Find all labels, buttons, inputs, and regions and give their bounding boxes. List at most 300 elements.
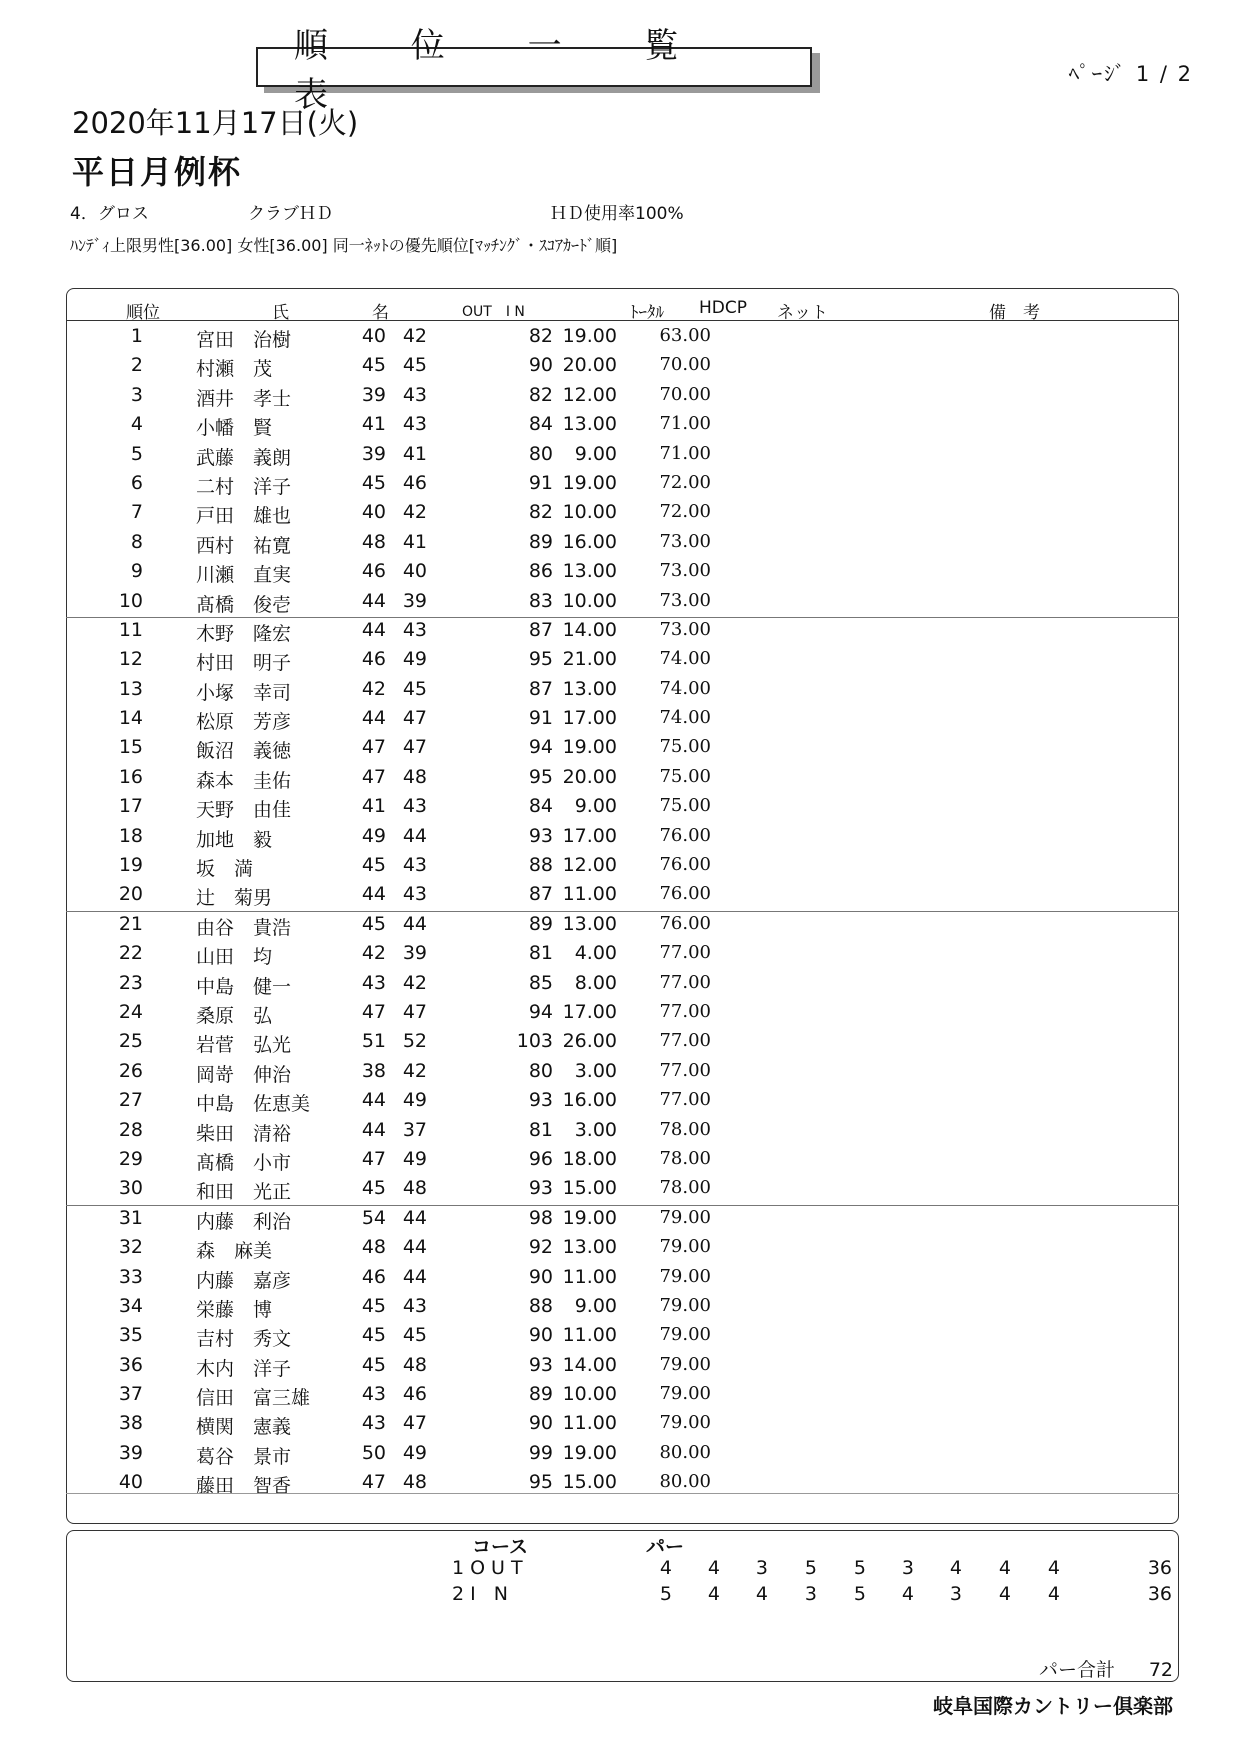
cell-name: 松原 芳彦	[196, 711, 292, 734]
cell-rank: 29	[118, 1147, 143, 1170]
club-name: 岐阜国際カントリー倶楽部	[933, 1694, 1173, 1718]
cell-total: 87	[528, 618, 553, 641]
cell-in: 49	[402, 1441, 427, 1464]
hole-par: 5	[804, 1557, 817, 1579]
cell-rank: 23	[118, 971, 143, 994]
cell-net: 76.00	[659, 824, 711, 846]
cell-net: 78.00	[659, 1118, 711, 1140]
table-row	[66, 969, 1179, 998]
cell-in: 44	[402, 1265, 427, 1288]
cell-name: 栄藤 博	[196, 1298, 273, 1321]
cell-total: 88	[528, 854, 553, 877]
course-name: 2I N	[452, 1583, 514, 1605]
cell-out: 48	[361, 1236, 386, 1259]
cell-out: 48	[361, 530, 386, 553]
cell-hdcp: 13.00	[562, 413, 617, 436]
cell-name: 西村 祐寛	[196, 534, 292, 557]
cell-in: 43	[402, 883, 427, 906]
hole-par: 5	[853, 1557, 866, 1579]
cell-rank: 22	[118, 942, 143, 965]
cell-total: 88	[528, 1294, 553, 1317]
cell-out: 47	[361, 736, 386, 759]
cell-total: 95	[528, 1471, 553, 1494]
table-row	[66, 1174, 1179, 1203]
cell-name: 木野 隆宏	[196, 622, 292, 645]
cell-total: 89	[528, 912, 553, 935]
page-indicator: ﾍﾟｰｼﾞ 1 / 2	[1068, 62, 1193, 86]
cell-hdcp: 9.00	[574, 442, 617, 465]
cell-total: 91	[528, 471, 553, 494]
cell-total: 89	[528, 1383, 553, 1406]
cell-rank: 15	[118, 736, 143, 759]
cell-name: 山田 均	[196, 946, 273, 969]
cell-net: 73.00	[659, 589, 711, 611]
cell-out: 45	[361, 1353, 386, 1376]
cell-total: 96	[528, 1147, 553, 1170]
event-date: 2020年11月17日(火)	[72, 106, 359, 140]
cell-rank: 26	[118, 1059, 143, 1082]
cell-rank: 13	[118, 677, 143, 700]
cell-out: 46	[361, 560, 386, 583]
cell-rank: 5	[130, 442, 143, 465]
cell-hdcp: 19.00	[562, 736, 617, 759]
table-row	[66, 939, 1179, 968]
hole-par: 4	[707, 1557, 720, 1579]
cell-name: 和田 光正	[196, 1181, 292, 1204]
cell-out: 41	[361, 413, 386, 436]
cell-rank: 37	[118, 1383, 143, 1406]
cell-total: 90	[528, 1265, 553, 1288]
cell-in: 43	[402, 1294, 427, 1317]
cell-in: 43	[402, 854, 427, 877]
cell-name: 横関 憲義	[196, 1416, 292, 1439]
cell-total: 84	[528, 795, 553, 818]
cell-rank: 11	[118, 618, 143, 641]
cell-net: 79.00	[659, 1236, 711, 1258]
course-label: コース	[472, 1536, 529, 1558]
cell-in: 42	[402, 325, 427, 347]
cell-rank: 24	[118, 1000, 143, 1023]
cell-total: 87	[528, 883, 553, 906]
cell-net: 71.00	[659, 442, 711, 464]
cell-hdcp: 4.00	[574, 942, 617, 965]
table-row	[66, 1086, 1179, 1115]
cell-total: 80	[528, 442, 553, 465]
cell-hdcp: 12.00	[562, 854, 617, 877]
cell-hdcp: 11.00	[562, 1324, 617, 1347]
cell-name: 武藤 義朗	[196, 446, 292, 469]
cell-total: 81	[528, 942, 553, 965]
cell-total: 92	[528, 1236, 553, 1259]
hole-par: 3	[755, 1557, 768, 1579]
course-par-frame	[66, 1530, 1179, 1682]
cell-net: 74.00	[659, 707, 711, 729]
cell-in: 44	[402, 912, 427, 935]
cell-rank: 35	[118, 1324, 143, 1347]
cell-name: 村瀬 茂	[196, 358, 273, 381]
results-bottom-rule	[66, 1493, 1179, 1494]
table-row	[66, 410, 1179, 439]
cell-rank: 16	[118, 765, 143, 788]
cell-rank: 3	[130, 383, 143, 406]
cell-net: 70.00	[659, 383, 711, 405]
table-row	[66, 1351, 1179, 1380]
cell-rank: 30	[118, 1177, 143, 1200]
cell-name: 二村 洋子	[196, 475, 292, 498]
cell-out: 44	[361, 883, 386, 906]
cell-hdcp: 19.00	[562, 325, 617, 347]
cell-total: 94	[528, 736, 553, 759]
cell-total: 82	[528, 325, 553, 347]
format-hd-type: クラブＨＤ	[248, 204, 333, 224]
cell-name: 岡嵜 伸治	[196, 1063, 292, 1086]
cell-hdcp: 12.00	[562, 383, 617, 406]
cell-hdcp: 26.00	[562, 1030, 617, 1053]
cell-hdcp: 16.00	[562, 530, 617, 553]
cell-out: 45	[361, 854, 386, 877]
cell-net: 79.00	[659, 1206, 711, 1228]
cell-net: 77.00	[659, 1030, 711, 1052]
cell-hdcp: 17.00	[562, 824, 617, 847]
hole-par: 4	[755, 1583, 768, 1605]
cell-net: 79.00	[659, 1324, 711, 1346]
table-row	[66, 616, 1179, 645]
cell-rank: 20	[118, 883, 143, 906]
cell-rank: 31	[118, 1206, 143, 1229]
column-header-out-in: OUT I N	[462, 304, 525, 320]
table-row	[66, 880, 1179, 909]
cell-in: 44	[402, 1236, 427, 1259]
column-header-remarks: 備 考	[989, 303, 1040, 323]
cell-name: 小塚 幸司	[196, 681, 292, 704]
cell-net: 73.00	[659, 560, 711, 582]
table-row	[66, 322, 1179, 351]
cell-total: 103	[516, 1030, 553, 1053]
cell-rank: 27	[118, 1089, 143, 1112]
cell-rank: 40	[118, 1471, 143, 1494]
cell-in: 37	[402, 1118, 427, 1141]
table-row	[66, 1057, 1179, 1086]
table-row	[66, 1439, 1179, 1468]
cell-net: 77.00	[659, 1000, 711, 1022]
cell-hdcp: 16.00	[562, 1089, 617, 1112]
cell-net: 71.00	[659, 413, 711, 435]
cell-in: 41	[402, 442, 427, 465]
cell-total: 83	[528, 589, 553, 612]
cell-out: 39	[361, 383, 386, 406]
cell-rank: 12	[118, 648, 143, 671]
cell-in: 49	[402, 1089, 427, 1112]
cell-out: 45	[361, 471, 386, 494]
hole-par: 4	[659, 1557, 672, 1579]
cell-out: 44	[361, 1118, 386, 1141]
cell-hdcp: 9.00	[574, 795, 617, 818]
hole-par: 4	[998, 1583, 1011, 1605]
cell-name: 葛谷 景市	[196, 1445, 292, 1468]
table-row	[66, 528, 1179, 557]
handicap-conditions: ﾊﾝﾃﾞｨ上限男性[36.00] 女性[36.00] 同一ﾈｯﾄの優先順位[ﾏｯﾁﾝｸﾞ・ｽｺｱｶｰﾄﾞ順]	[70, 236, 618, 255]
cell-in: 48	[402, 765, 427, 788]
cell-name: 戸田 雄也	[196, 505, 292, 528]
cell-net: 72.00	[659, 471, 711, 493]
cell-hdcp: 17.00	[562, 1000, 617, 1023]
cell-in: 45	[402, 354, 427, 377]
cell-in: 49	[402, 1147, 427, 1170]
cell-total: 93	[528, 1089, 553, 1112]
cell-name: 内藤 嘉彦	[196, 1269, 292, 1292]
cell-rank: 8	[130, 530, 143, 553]
cell-in: 48	[402, 1353, 427, 1376]
cell-total: 80	[528, 1059, 553, 1082]
cell-in: 48	[402, 1177, 427, 1200]
cell-out: 46	[361, 1265, 386, 1288]
cell-total: 90	[528, 354, 553, 377]
cell-net: 78.00	[659, 1147, 711, 1169]
cell-out: 38	[361, 1059, 386, 1082]
cell-total: 90	[528, 1324, 553, 1347]
cell-net: 72.00	[659, 501, 711, 523]
cell-net: 79.00	[659, 1353, 711, 1375]
cell-total: 93	[528, 1177, 553, 1200]
cell-out: 45	[361, 1294, 386, 1317]
cell-hdcp: 10.00	[562, 589, 617, 612]
table-row	[66, 733, 1179, 762]
cell-total: 85	[528, 971, 553, 994]
cell-total: 99	[528, 1441, 553, 1464]
cell-out: 44	[361, 618, 386, 641]
cell-out: 40	[361, 325, 386, 347]
cell-name: 中島 健一	[196, 975, 292, 998]
hole-par: 3	[901, 1557, 914, 1579]
cell-net: 77.00	[659, 1059, 711, 1081]
cell-hdcp: 11.00	[562, 1412, 617, 1435]
table-row	[66, 822, 1179, 851]
cell-net: 75.00	[659, 795, 711, 817]
cell-hdcp: 9.00	[574, 1294, 617, 1317]
cell-name: 酒井 孝士	[196, 387, 292, 410]
cell-net: 77.00	[659, 942, 711, 964]
hole-par: 4	[998, 1557, 1011, 1579]
cell-rank: 2	[130, 354, 143, 377]
cell-net: 76.00	[659, 854, 711, 876]
cell-in: 52	[402, 1030, 427, 1053]
table-row	[66, 910, 1179, 939]
cell-name: 信田 富三雄	[196, 1387, 311, 1410]
table-row	[66, 704, 1179, 733]
cell-total: 93	[528, 824, 553, 847]
cell-in: 47	[402, 707, 427, 730]
cell-hdcp: 13.00	[562, 1236, 617, 1259]
cell-total: 84	[528, 413, 553, 436]
cell-hdcp: 15.00	[562, 1471, 617, 1494]
cell-out: 40	[361, 501, 386, 524]
cell-hdcp: 15.00	[562, 1177, 617, 1200]
cell-out: 45	[361, 912, 386, 935]
cell-hdcp: 11.00	[562, 1265, 617, 1288]
cell-hdcp: 10.00	[562, 501, 617, 524]
cell-out: 45	[361, 354, 386, 377]
cell-out: 54	[361, 1206, 386, 1229]
header-rule	[66, 320, 1179, 321]
table-row	[66, 498, 1179, 527]
cell-total: 87	[528, 677, 553, 700]
cell-rank: 4	[130, 413, 143, 436]
cell-net: 74.00	[659, 677, 711, 699]
cell-out: 47	[361, 1147, 386, 1170]
cell-total: 89	[528, 530, 553, 553]
cell-rank: 28	[118, 1118, 143, 1141]
cell-out: 44	[361, 1089, 386, 1112]
cell-name: 森 麻美	[196, 1240, 273, 1263]
table-row	[66, 1116, 1179, 1145]
cell-out: 50	[361, 1441, 386, 1464]
cell-in: 45	[402, 677, 427, 700]
table-row	[66, 645, 1179, 674]
cell-hdcp: 14.00	[562, 618, 617, 641]
par-label: パー	[646, 1536, 685, 1558]
table-row	[66, 351, 1179, 380]
cell-net: 79.00	[659, 1294, 711, 1316]
cell-hdcp: 18.00	[562, 1147, 617, 1170]
table-row	[66, 1321, 1179, 1350]
par-total-value: 72	[1148, 1659, 1173, 1681]
hole-par: 3	[949, 1583, 962, 1605]
cell-out: 47	[361, 1000, 386, 1023]
cell-total: 95	[528, 648, 553, 671]
cell-rank: 14	[118, 707, 143, 730]
course-par-total: 36	[1147, 1557, 1172, 1579]
table-row	[66, 851, 1179, 880]
cell-in: 46	[402, 1383, 427, 1406]
cell-name: 内藤 利治	[196, 1210, 292, 1233]
cell-hdcp: 3.00	[574, 1059, 617, 1082]
cell-name: 小幡 賢	[196, 417, 273, 440]
hole-par: 4	[1047, 1583, 1060, 1605]
cell-net: 73.00	[659, 618, 711, 640]
cell-rank: 21	[118, 912, 143, 935]
cell-name: 宮田 治樹	[196, 329, 292, 351]
cell-in: 47	[402, 736, 427, 759]
cell-in: 42	[402, 971, 427, 994]
cell-rank: 25	[118, 1030, 143, 1053]
cell-name: 吉村 秀文	[196, 1328, 292, 1351]
cell-hdcp: 20.00	[562, 354, 617, 377]
cell-in: 44	[402, 824, 427, 847]
cell-net: 77.00	[659, 971, 711, 993]
cell-net: 74.00	[659, 648, 711, 670]
cell-name: 天野 由佳	[196, 799, 292, 822]
cell-total: 90	[528, 1412, 553, 1435]
cell-total: 81	[528, 1118, 553, 1141]
column-header-total: ﾄｰﾀﾙ	[630, 303, 664, 323]
cell-name: 髙橋 小市	[196, 1151, 292, 1174]
cell-net: 63.00	[659, 325, 711, 346]
cell-total: 98	[528, 1206, 553, 1229]
cell-name: 藤田 智香	[196, 1475, 292, 1498]
table-row	[66, 1292, 1179, 1321]
cell-out: 43	[361, 1412, 386, 1435]
cell-in: 40	[402, 560, 427, 583]
cell-hdcp: 3.00	[574, 1118, 617, 1141]
cell-in: 41	[402, 530, 427, 553]
cell-out: 45	[361, 1324, 386, 1347]
cell-net: 75.00	[659, 736, 711, 758]
cell-out: 46	[361, 648, 386, 671]
table-row	[66, 1409, 1179, 1438]
cell-name: 髙橋 俊壱	[196, 593, 292, 616]
cell-rank: 38	[118, 1412, 143, 1435]
cell-hdcp: 13.00	[562, 912, 617, 935]
cell-name: 川瀬 直実	[196, 564, 292, 587]
table-row	[66, 381, 1179, 410]
hole-par: 5	[853, 1583, 866, 1605]
cell-in: 44	[402, 1206, 427, 1229]
event-name: 平日月例杯	[72, 153, 243, 191]
cell-out: 44	[361, 707, 386, 730]
results-rows	[66, 322, 1179, 1498]
cell-name: 坂 満	[196, 858, 254, 881]
column-header-name: 氏 名	[272, 303, 397, 323]
cell-name: 加地 毅	[196, 828, 273, 851]
cell-hdcp: 11.00	[562, 883, 617, 906]
cell-in: 43	[402, 413, 427, 436]
cell-hdcp: 13.00	[562, 560, 617, 583]
hole-par: 4	[901, 1583, 914, 1605]
cell-rank: 9	[130, 560, 143, 583]
cell-rank: 1	[130, 325, 143, 347]
cell-out: 44	[361, 589, 386, 612]
cell-in: 39	[402, 942, 427, 965]
cell-net: 76.00	[659, 912, 711, 934]
cell-hdcp: 19.00	[562, 1441, 617, 1464]
cell-in: 47	[402, 1412, 427, 1435]
cell-hdcp: 20.00	[562, 765, 617, 788]
cell-net: 77.00	[659, 1089, 711, 1111]
cell-net: 80.00	[659, 1441, 711, 1463]
table-row	[66, 1263, 1179, 1292]
cell-in: 43	[402, 383, 427, 406]
cell-rank: 34	[118, 1294, 143, 1317]
cell-name: 村田 明子	[196, 652, 292, 675]
cell-total: 82	[528, 383, 553, 406]
cell-in: 43	[402, 795, 427, 818]
cell-hdcp: 21.00	[562, 648, 617, 671]
cell-out: 45	[361, 1177, 386, 1200]
format-hd-rate: ＨＤ使用率100%	[550, 204, 684, 224]
cell-out: 49	[361, 824, 386, 847]
table-row	[66, 675, 1179, 704]
cell-out: 43	[361, 971, 386, 994]
cell-total: 82	[528, 501, 553, 524]
cell-name: 由谷 貴浩	[196, 916, 292, 939]
table-row	[66, 1145, 1179, 1174]
cell-hdcp: 10.00	[562, 1383, 617, 1406]
cell-out: 42	[361, 942, 386, 965]
cell-name: 木内 洋子	[196, 1357, 292, 1380]
title-box	[256, 26, 812, 115]
cell-rank: 6	[130, 471, 143, 494]
cell-net: 80.00	[659, 1471, 711, 1493]
cell-rank: 7	[130, 501, 143, 524]
cell-hdcp: 8.00	[574, 971, 617, 994]
hole-par: 4	[707, 1583, 720, 1605]
table-row	[66, 469, 1179, 498]
cell-rank: 39	[118, 1441, 143, 1464]
cell-out: 39	[361, 442, 386, 465]
cell-hdcp: 19.00	[562, 1206, 617, 1229]
cell-net: 79.00	[659, 1383, 711, 1405]
cell-rank: 17	[118, 795, 143, 818]
